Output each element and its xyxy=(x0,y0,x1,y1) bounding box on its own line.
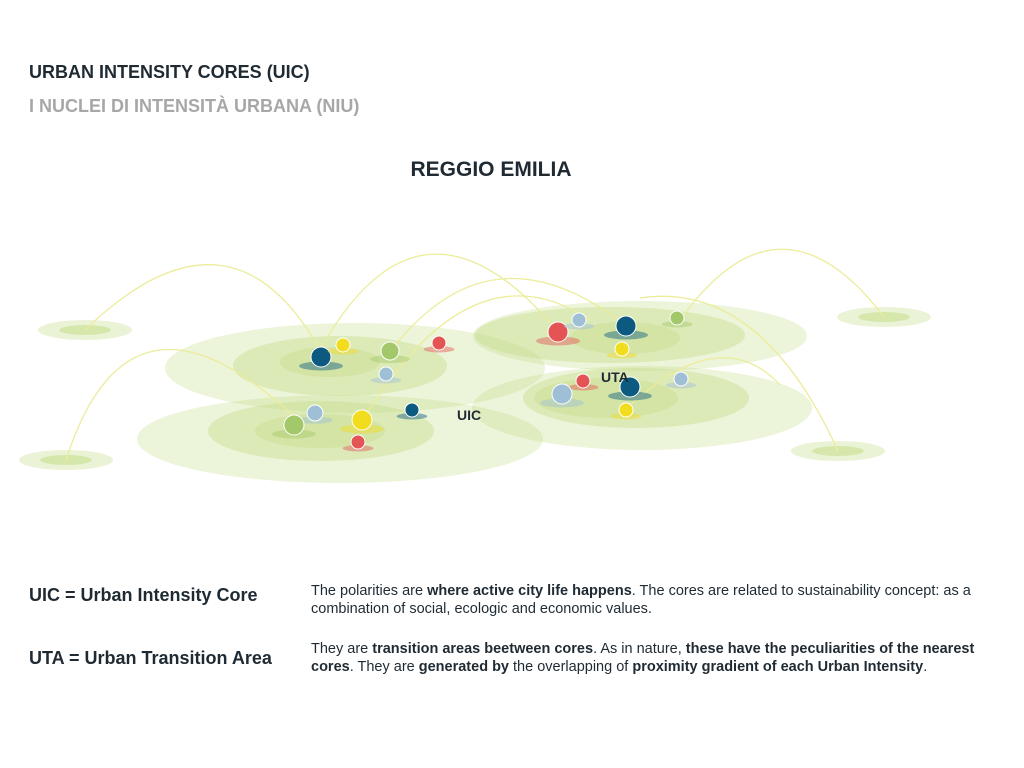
desc-segment: these have the peculiarities of the nearest cores xyxy=(311,641,975,675)
desc-segment: . As in nature, xyxy=(593,641,686,657)
title-it: I NUCLEI DI INTENSITÀ URBANA (NIU) xyxy=(29,96,360,116)
desc-segment: where active city life happens xyxy=(427,583,632,599)
uta-label: UTA xyxy=(601,369,629,385)
desc-segment: They are xyxy=(311,641,373,657)
intensity-node xyxy=(572,313,586,327)
intensity-node xyxy=(336,338,350,352)
intensity-node xyxy=(352,410,372,430)
intensity-node xyxy=(381,342,399,360)
intensity-node xyxy=(432,336,446,350)
desc-segment: the overlapping of xyxy=(509,659,633,675)
definition-uic-desc xyxy=(311,582,1001,618)
halo-layer xyxy=(19,301,931,483)
intensity-node xyxy=(311,347,331,367)
desc-segment: . The cores are related to sustainability concept: as a combination of social, ecologic and economic values. xyxy=(311,583,971,617)
intensity-node xyxy=(576,374,590,388)
desc-segment: . They are xyxy=(349,659,419,675)
desc-segment: The polarities are xyxy=(311,583,428,599)
uic-label: UIC xyxy=(457,407,482,423)
intensity-node xyxy=(615,342,629,356)
intensity-node xyxy=(284,415,304,435)
intensity-node xyxy=(619,403,633,417)
definition-uic-term: UIC = Urban Intensity Core xyxy=(29,585,258,605)
desc-segment: . xyxy=(923,659,928,675)
definition-uta-desc xyxy=(311,640,1001,676)
intensity-node xyxy=(307,405,323,421)
urban-intensity-diagram xyxy=(0,200,1024,520)
desc-segment: proximity gradient of each Urban Intensity xyxy=(632,659,924,675)
intensity-node xyxy=(552,384,572,404)
intensity-node xyxy=(616,316,636,336)
desc-segment: generated by xyxy=(418,659,509,675)
desc-segment: transition areas beetween cores xyxy=(372,641,594,657)
intensity-node xyxy=(379,367,393,381)
title-en: URBAN INTENSITY CORES (UIC) xyxy=(29,62,310,82)
intensity-node xyxy=(351,435,365,449)
city-name: REGGIO EMILIA xyxy=(410,158,572,181)
intensity-node xyxy=(674,372,688,386)
intensity-node xyxy=(405,403,419,417)
intensity-node xyxy=(670,311,684,325)
definition-uta-term: UTA = Urban Transition Area xyxy=(29,648,272,668)
